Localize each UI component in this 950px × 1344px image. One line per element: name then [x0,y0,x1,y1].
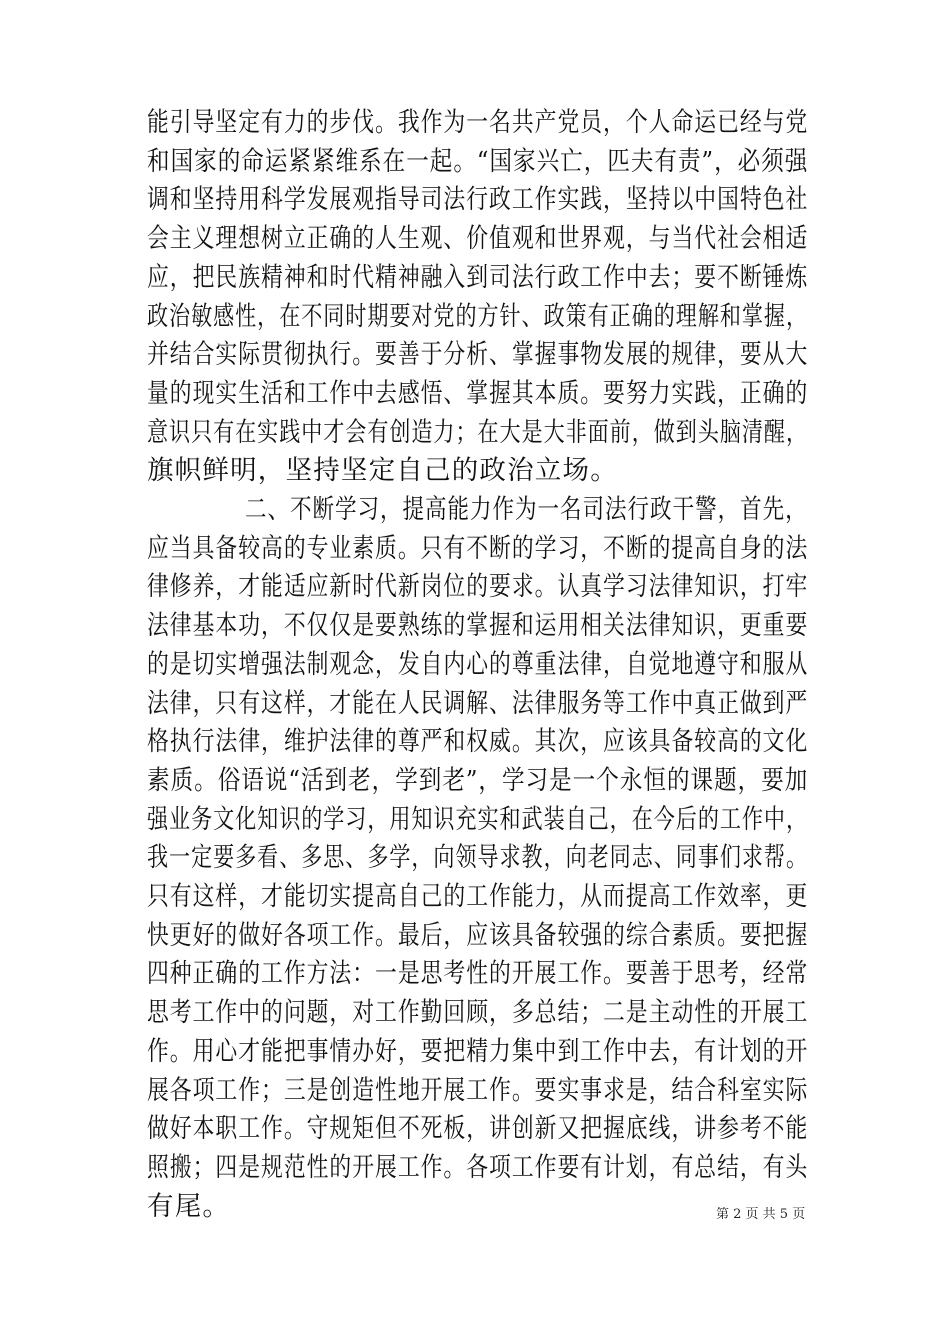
text-line: 展各项工作；三是创造性地开展工作。要实事求是，结合科室实际 [147,1074,809,1106]
text-line: 素质。俗语说“活到老，学到老”，学习是一个永恒的课题，要加 [147,764,809,796]
text-line: 会主义理想树立正确的人生观、价值观和世界观，与当代社会相适 [147,223,809,255]
text-line: 律修养，才能适应新时代新岗位的要求。认真学习法律知识，打牢 [147,571,809,603]
text-line: 思考工作中的问题，对工作勤回顾，多总结；二是主动性的开展工 [147,997,809,1029]
text-line: 我一定要多看、多思、多学，向领导求教，向老同志、同事们求帮。 [147,842,808,874]
text-line: 快更好的做好各项工作。最后，应该具备较强的综合素质。要把握 [147,919,809,951]
text-line: 有尾。 [147,1190,231,1222]
text-line: 四种正确的工作方法：一是思考性的开展工作。要善于思考，经常 [147,958,809,990]
text-line: 的是切实增强法制观念，发自内心的尊重法律，自觉地遵守和服从 [147,648,809,680]
text-line: 应，把民族精神和时代精神融入到司法行政工作中去；要不断锤炼 [147,261,809,293]
text-line: 做好本职工作。守规矩但不死板，讲创新又把握底线，讲参考不能 [147,1113,809,1145]
text-line: 并结合实际贯彻执行。要善于分析、掌握事物发展的规律，要从大 [147,339,809,371]
text-line: 格执行法律，维护法律的尊严和权威。其次，应该具备较高的文化 [147,726,809,758]
text-line: 能引导坚定有力的步伐。我作为一名共产党员，个人命运已经与党 [147,107,809,138]
text-line: 作。用心才能把事情办好，要把精力集中到工作中去，有计划的开 [147,1035,809,1067]
text-line: 强业务文化知识的学习，用知识充实和武装自己，在今后的工作中， [147,803,808,835]
text-line: 只有这样，才能切实提高自己的工作能力，从而提高工作效率，更 [147,881,809,912]
text-line: 量的现实生活和工作中去感悟、掌握其本质。要努力实践，正确的 [147,377,809,409]
text-line: 法律，只有这样，才能在人民调解、法律服务等工作中真正做到严 [147,687,809,719]
text-line: 照搬；四是规范性的开展工作。各项工作要有计划，有总结，有头 [147,1151,809,1183]
text-line: 政治敏感性，在不同时期要对党的方针、政策有正确的理解和掌握， [147,300,808,332]
page-footer: 第 2 页 共 5 页 [716,1207,806,1222]
text-line: 应当具备较高的专业素质。只有不断的学习，不断的提高自身的法 [147,532,809,564]
text-line: 法律基本功，不仅仅是要熟练的掌握和运用相关法律知识，更重要 [147,610,809,642]
text-line: 意识只有在实践中才会有创造力；在大是大非面前，做到头脑清醒， [147,416,808,448]
text-line: 和国家的命运紧紧维系在一起。“国家兴亡，匹夫有责”，必须强 [147,145,809,177]
text-line: 调和坚持用科学发展观指导司法行政工作实践，坚持以中国特色社 [147,184,809,216]
section-heading-line: 二、不断学习，提高能力作为一名司法行政干警，首先， [245,494,808,525]
text-line: 旗帜鲜明，坚持坚定自己的政治立场。 [147,455,618,487]
